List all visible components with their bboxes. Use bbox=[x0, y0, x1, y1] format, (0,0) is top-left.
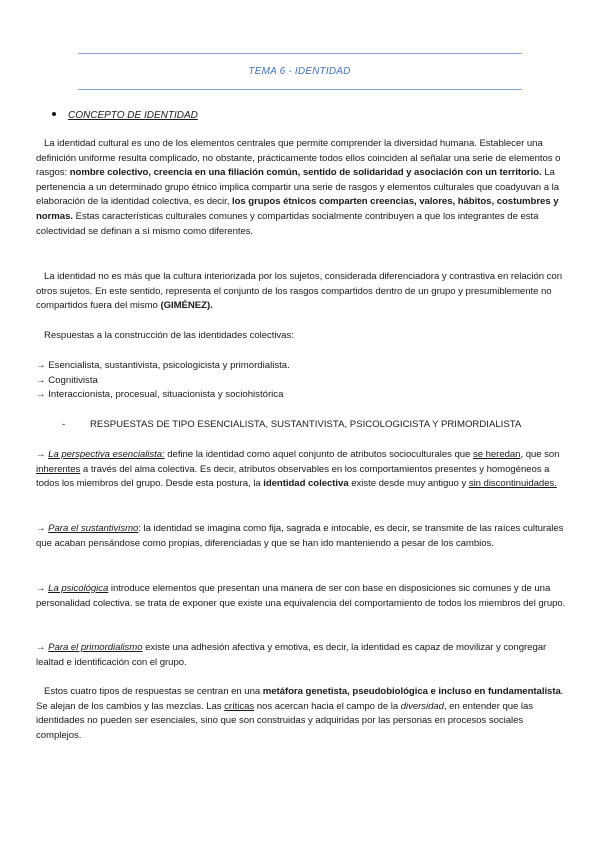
p4-underline-1: se heredan bbox=[472, 449, 521, 460]
arrow-icon: → bbox=[36, 389, 46, 400]
arrow-icon: → bbox=[36, 360, 46, 371]
p6-lead: La psicológica bbox=[48, 583, 109, 594]
p6-text-1: introduce elementos que presentan una manera de ser con base en disposiciones sic comunes y de una personalidad colectiva. se trata de exponer que existe una equivalencia del comportamiento de todos los miembros del grupo. bbox=[36, 583, 566, 609]
paragraph-esencialista bbox=[36, 448, 566, 492]
subheading bbox=[62, 419, 521, 430]
section-heading bbox=[52, 110, 198, 121]
section-heading-label: CONCEPTO DE IDENTIDAD bbox=[68, 110, 198, 121]
p4-underline-3: sin discontinuidades. bbox=[468, 478, 557, 490]
arrow-icon: → bbox=[36, 523, 46, 534]
p7-lead: Para el primordialismo bbox=[48, 642, 143, 653]
p1-bold-2: los grupos étnicos comparten creencias, valores, hábitos, costumbres y normas. bbox=[36, 196, 559, 222]
p1-bold-1: nombre colectivo, creencia en una filiación común, sentido de solidaridad y asociación con un territorio. bbox=[69, 167, 542, 179]
list-item-label: Esencialista, sustantivista, psicologicista y primordialista. bbox=[48, 360, 290, 371]
list-item bbox=[36, 388, 283, 403]
arrow-icon: → bbox=[36, 449, 46, 460]
p1-text-3: Estas características culturales comunes y compartidas socialmente contribuyen a que los integrantes de esta colectividad se definan a sí mismo como diferentes. bbox=[36, 210, 539, 237]
page-title: TEMA 6 - IDENTIDAD bbox=[248, 66, 351, 77]
subheading-label: RESPUESTAS DE TIPO ESENCIALISTA, SUSTANTIVISTA, PSICOLOGICISTA Y PRIMORDIALISTA bbox=[90, 419, 522, 430]
paragraph-primordialismo bbox=[36, 641, 566, 670]
list-item-label: Interaccionista, procesual, situacionista y sociohistórica bbox=[48, 389, 284, 400]
paragraph-1 bbox=[36, 137, 566, 239]
p4-text-2: , que son bbox=[520, 449, 560, 460]
list-item-label: Cognitivista bbox=[48, 375, 98, 386]
p5-lead: Para el sustantivismo bbox=[48, 523, 139, 534]
p2-citation: (GIMÉNEZ). bbox=[160, 300, 213, 312]
paragraph-3 bbox=[36, 329, 566, 344]
p4-lead: La perspectiva esencialista: bbox=[48, 449, 165, 460]
p2-text-1: La identidad no es más que la cultura interiorizada por los sujetos, considerada diferenciadora y contrastiva en relación con otros sujetos. En este sentido, representa el conjunto de los rasgos compartidos dentro de un grupo y presumiblemente no compartidos fuera del mismo bbox=[36, 271, 562, 312]
p5-text-1: : la identidad se imagina como fija, sagrada e intocable, es decir, se transmite de las raíces culturales que acaban pensándose como propias, diferenciadas y que se han ido manteniendo a pesar de los cambios. bbox=[36, 523, 564, 549]
list-item bbox=[36, 374, 98, 389]
paragraph-sustantivismo bbox=[36, 522, 566, 551]
arrow-icon: → bbox=[36, 375, 46, 386]
title-top-rule bbox=[78, 53, 522, 54]
p4-underline-2: inherentes bbox=[36, 463, 81, 475]
p8-text-3: nos acercan hacia el campo de la bbox=[254, 700, 401, 712]
bullet-icon bbox=[52, 112, 56, 116]
p8-text-4: , en entender que las identidades no pueden ser esenciales, sino que son construidas y adquiridas por las personas en procesos sociales complejos. bbox=[36, 700, 534, 741]
p3-text: Respuestas a la construcción de las identidades colectivas: bbox=[44, 330, 294, 341]
p1-text-2: La pertenencia a un determinado grupo étnico implica compartir una serie de rasgos y elementos culturales que coadyuvan a la elaboración de la identidad colectiva, es decir, bbox=[36, 167, 559, 208]
p8-text-1: Estos cuatro tipos de respuestas se centran en una bbox=[44, 686, 263, 697]
paragraph-psicologica bbox=[36, 582, 566, 611]
p8-bold-1: metáfora genetista, pseudobiológica e incluso en fundamentalista bbox=[262, 686, 561, 697]
p8-text-2: . Se alejan de los cambios y las mezclas. Las bbox=[36, 686, 564, 712]
paragraph-2 bbox=[36, 270, 566, 314]
p4-text-1: define la identidad como aquel conjunto de atributos socioculturales que bbox=[164, 449, 473, 460]
title-bottom-rule bbox=[78, 89, 522, 90]
arrow-icon: → bbox=[36, 583, 46, 594]
dash-icon: - bbox=[62, 419, 66, 430]
p4-text-4: existe desde muy antiguo y bbox=[348, 478, 469, 490]
arrow-icon: → bbox=[36, 642, 46, 653]
p8-underline-1: críticas bbox=[224, 700, 255, 712]
p4-bold-1: identidad colectiva bbox=[263, 478, 349, 490]
p1-text-1: La identidad cultural es uno de los elementos centrales que permite comprender la diversidad humana. Establecer una definición uniforme resulta complicado, no obstante, prácticamente todos ellos coinciden al señalar una serie de elementos o rasgos: bbox=[36, 138, 561, 179]
paragraph-conclusion bbox=[36, 685, 566, 743]
list-item bbox=[36, 359, 290, 374]
p8-italic-1: diversidad bbox=[400, 700, 444, 712]
p4-text-3: a través del alma colectiva. Es decir, atributos observables en los comportamientos presentes y homogéneos a todos los miembros del grupo. Desde esta postura, la bbox=[36, 463, 550, 490]
p7-text-1: existe una adhesión afectiva y emotiva, es decir, la identidad es capaz de movilizar y congregar lealtad e identificación con el grupo. bbox=[36, 642, 547, 668]
